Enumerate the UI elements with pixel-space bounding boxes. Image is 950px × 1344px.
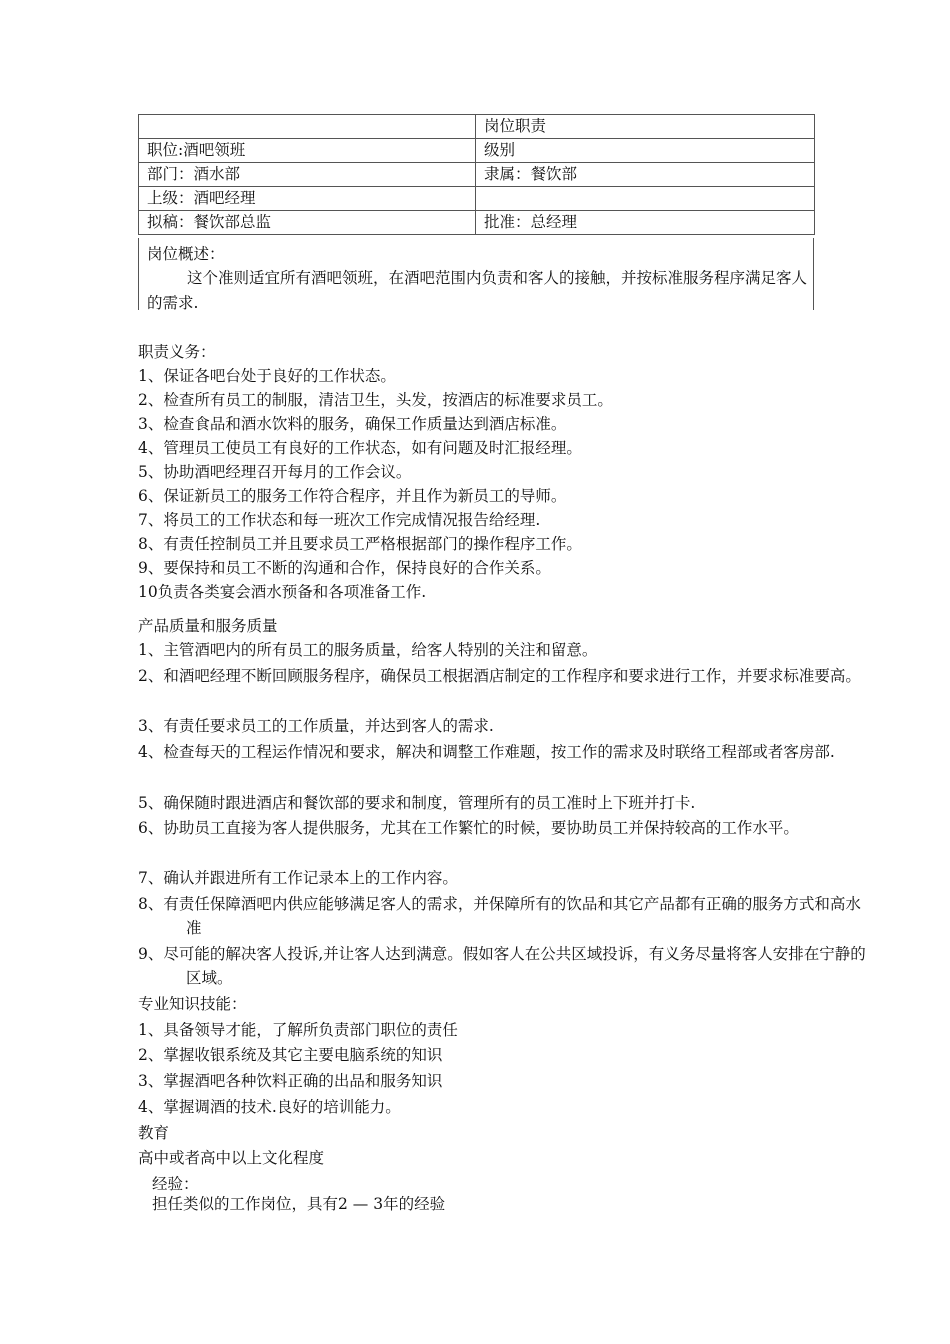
list-item: 3、有责任要求员工的工作质量，并达到客人的需求. [138,717,494,735]
list-item: 7、确认并跟进所有工作记录本上的工作内容。 [138,869,458,887]
job-summary-box [138,238,814,310]
table-title: 岗位职责 [476,115,815,139]
job-info-table [138,114,815,235]
list-item: 9、要保持和员工不断的沟通和合作，保持良好的合作关系。 [138,559,551,577]
duties-heading: 职责义务： [138,343,216,361]
list-item: 10负责各类宴会酒水预备和各项准备工作. [138,583,427,601]
drafter-cell: 拟稿：餐饮部总监 [139,211,476,235]
list-item: 6、协助员工直接为客人提供服务，尤其在工作繁忙的时候，要协助员工并保持较高的工作水平。 [138,819,799,837]
list-item: 4、检查每天的工程运作情况和要求，解决和调整工作难题，按工作的需求及时联络工程部或者客房部. [138,743,835,761]
superior-cell: 上级：酒吧经理 [139,187,476,211]
position-cell: 职位:酒吧领班 [139,139,476,163]
list-item: 3、检查食品和酒水饮料的服务，确保工作质量达到酒店标准。 [138,415,567,433]
department-cell: 部门：酒水部 [139,163,476,187]
list-item: 5、协助酒吧经理召开每月的工作会议。 [138,463,412,481]
level-cell: 级别 [476,139,815,163]
list-item: 7、将员工的工作状态和每一班次工作完成情况报告给经理. [138,511,541,529]
table-empty-cell [139,115,476,139]
list-item: 9、尽可能的解决客人投诉,并让客人达到满意。假如客人在公共区域投诉，有义务尽量将客人安排在宁静的区域。 [138,945,866,987]
list-item: 2、检查所有员工的制服，清洁卫生，头发，按酒店的标准要求员工。 [138,391,613,409]
list-item: 3、掌握酒吧各种饮料正确的出品和服务知识 [138,1072,443,1090]
experience-heading: 经验： [152,1175,199,1193]
list-item: 4、掌握调酒的技术.良好的培训能力。 [138,1098,401,1116]
list-item: 6、保证新员工的服务工作符合程序，并且作为新员工的导师。 [138,487,567,505]
quality-heading: 产品质量和服务质量 [138,617,278,635]
education-heading: 教育 [138,1124,170,1142]
list-item: 1、具备领导才能，了解所负责部门职位的责任 [138,1021,458,1039]
table-empty-cell [476,187,815,211]
summary-text: 这个准则适宜所有酒吧领班，在酒吧范围内负责和客人的接触，并按标准服务程序满足客人的需求. [147,269,808,312]
list-item: 1、主管酒吧内的所有员工的服务质量，给客人特别的关注和留意。 [138,641,598,659]
education-text: 高中或者高中以上文化程度 [138,1149,325,1167]
experience-text: 担任类似的工作岗位，具有2 — 3年的经验 [152,1195,446,1213]
list-item: 8、有责任保障酒吧内供应能够满足客人的需求，并保障所有的饮品和其它产品都有正确的服务方式和高水准 [138,895,861,937]
list-item: 1、保证各吧台处于良好的工作状态。 [138,367,396,385]
list-item: 2、和酒吧经理不断回顾服务程序，确保员工根据酒店制定的工作程序和要求进行工作，并要求标准要高。 [138,667,861,685]
affiliation-cell: 隶属：餐饮部 [476,163,815,187]
list-item: 2、掌握收银系统及其它主要电脑系统的知识 [138,1046,443,1064]
skills-heading: 专业知识技能： [138,995,247,1013]
list-item: 4、管理员工使员工有良好的工作状态，如有问题及时汇报经理。 [138,439,582,457]
list-item: 5、确保随时跟进酒店和餐饮部的要求和制度，管理所有的员工准时上下班并打卡. [138,794,696,812]
list-item: 8、有责任控制员工并且要求员工严格根据部门的操作程序工作。 [138,535,582,553]
approver-cell: 批准：总经理 [476,211,815,235]
summary-label: 岗位概述： [147,245,225,263]
